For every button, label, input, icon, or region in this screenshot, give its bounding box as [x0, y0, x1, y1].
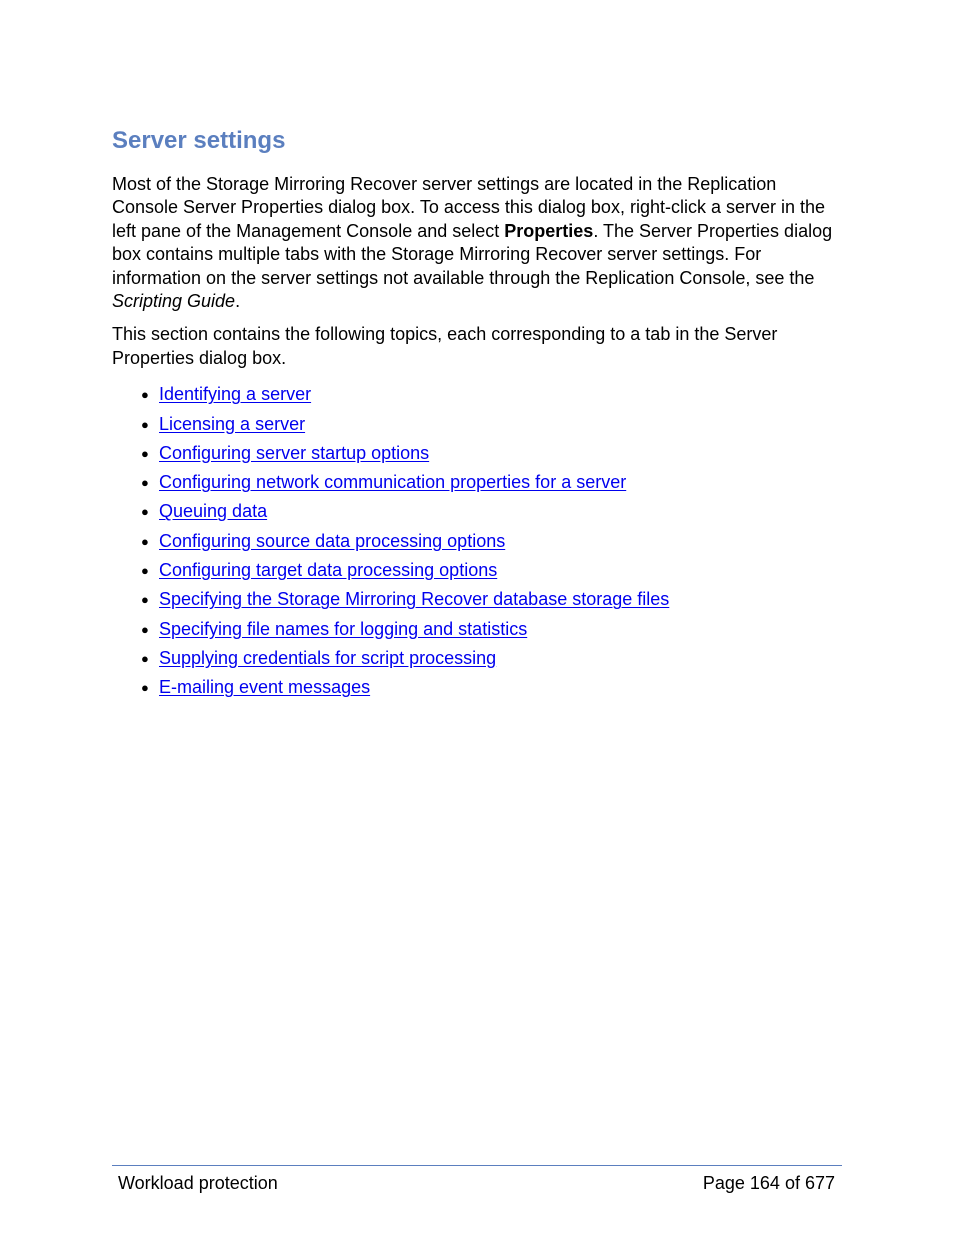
list-item — [112, 410, 842, 439]
main-content — [112, 126, 842, 703]
bullet-icon: ● — [141, 650, 149, 666]
scripting-guide-title: Scripting Guide — [112, 291, 236, 312]
bullet-icon: ● — [141, 533, 149, 549]
footer-section-title: Workload protection — [118, 1173, 278, 1193]
list-item — [112, 673, 842, 702]
link-database-storage-files[interactable]: Specifying the Storage Mirroring Recover database storage files — [159, 589, 670, 610]
link-queuing-data[interactable]: Queuing data — [159, 501, 268, 522]
list-item — [112, 497, 842, 526]
link-identifying-a-server[interactable]: Identifying a server — [159, 384, 312, 405]
link-emailing-event-messages[interactable]: E-mailing event messages — [159, 677, 371, 698]
list-item — [112, 585, 842, 614]
properties-term: Properties — [504, 220, 594, 241]
intro-text-1: Most of the Storage Mirroring Recover server settings are located in the Replication Console Server Properties dialog box. To access this dialog box, right-click a server in the left pane of the Management Console and select — [112, 174, 826, 241]
link-logging-and-statistics[interactable]: Specifying file names for logging and statistics — [159, 618, 528, 639]
list-item — [112, 556, 842, 585]
list-item — [112, 380, 842, 409]
bullet-icon: ● — [141, 416, 149, 432]
list-item — [112, 468, 842, 497]
list-item — [112, 439, 842, 468]
intro-paragraph — [112, 173, 842, 313]
link-script-credentials[interactable]: Supplying credentials for script processing — [159, 647, 497, 668]
bullet-icon: ● — [141, 592, 149, 608]
bullet-icon: ● — [141, 504, 149, 520]
page-number: Page 164 of 677 — [702, 1173, 835, 1193]
bullet-icon: ● — [141, 387, 149, 403]
page-footer — [112, 1165, 842, 1193]
bullet-icon: ● — [141, 475, 149, 491]
intro-text-2: . The Server Properties dialog box contains multiple tabs with the Storage Mirroring Recover server settings. For information on the server settings not available through the Replication Console, see the — [112, 220, 833, 288]
link-network-communication-properties[interactable]: Configuring network communication properties for a server — [159, 472, 627, 493]
list-item — [112, 527, 842, 556]
page-title: Server settings — [112, 127, 286, 154]
bullet-icon: ● — [141, 680, 149, 696]
bullet-icon: ● — [141, 621, 149, 637]
link-target-data-processing[interactable]: Configuring target data processing options — [159, 560, 498, 581]
link-licensing-a-server[interactable]: Licensing a server — [159, 413, 306, 434]
topics-intro-paragraph: This section contains the following topics, each corresponding to a tab in the Server Properties dialog box. — [112, 324, 778, 368]
link-source-data-processing[interactable]: Configuring source data processing options — [159, 530, 506, 551]
bullet-icon: ● — [141, 563, 149, 579]
topic-list — [112, 380, 842, 702]
list-item — [112, 615, 842, 644]
link-server-startup-options[interactable]: Configuring server startup options — [159, 442, 430, 463]
intro-text-3: . — [235, 291, 241, 312]
bullet-icon: ● — [141, 445, 149, 461]
list-item — [112, 644, 842, 673]
